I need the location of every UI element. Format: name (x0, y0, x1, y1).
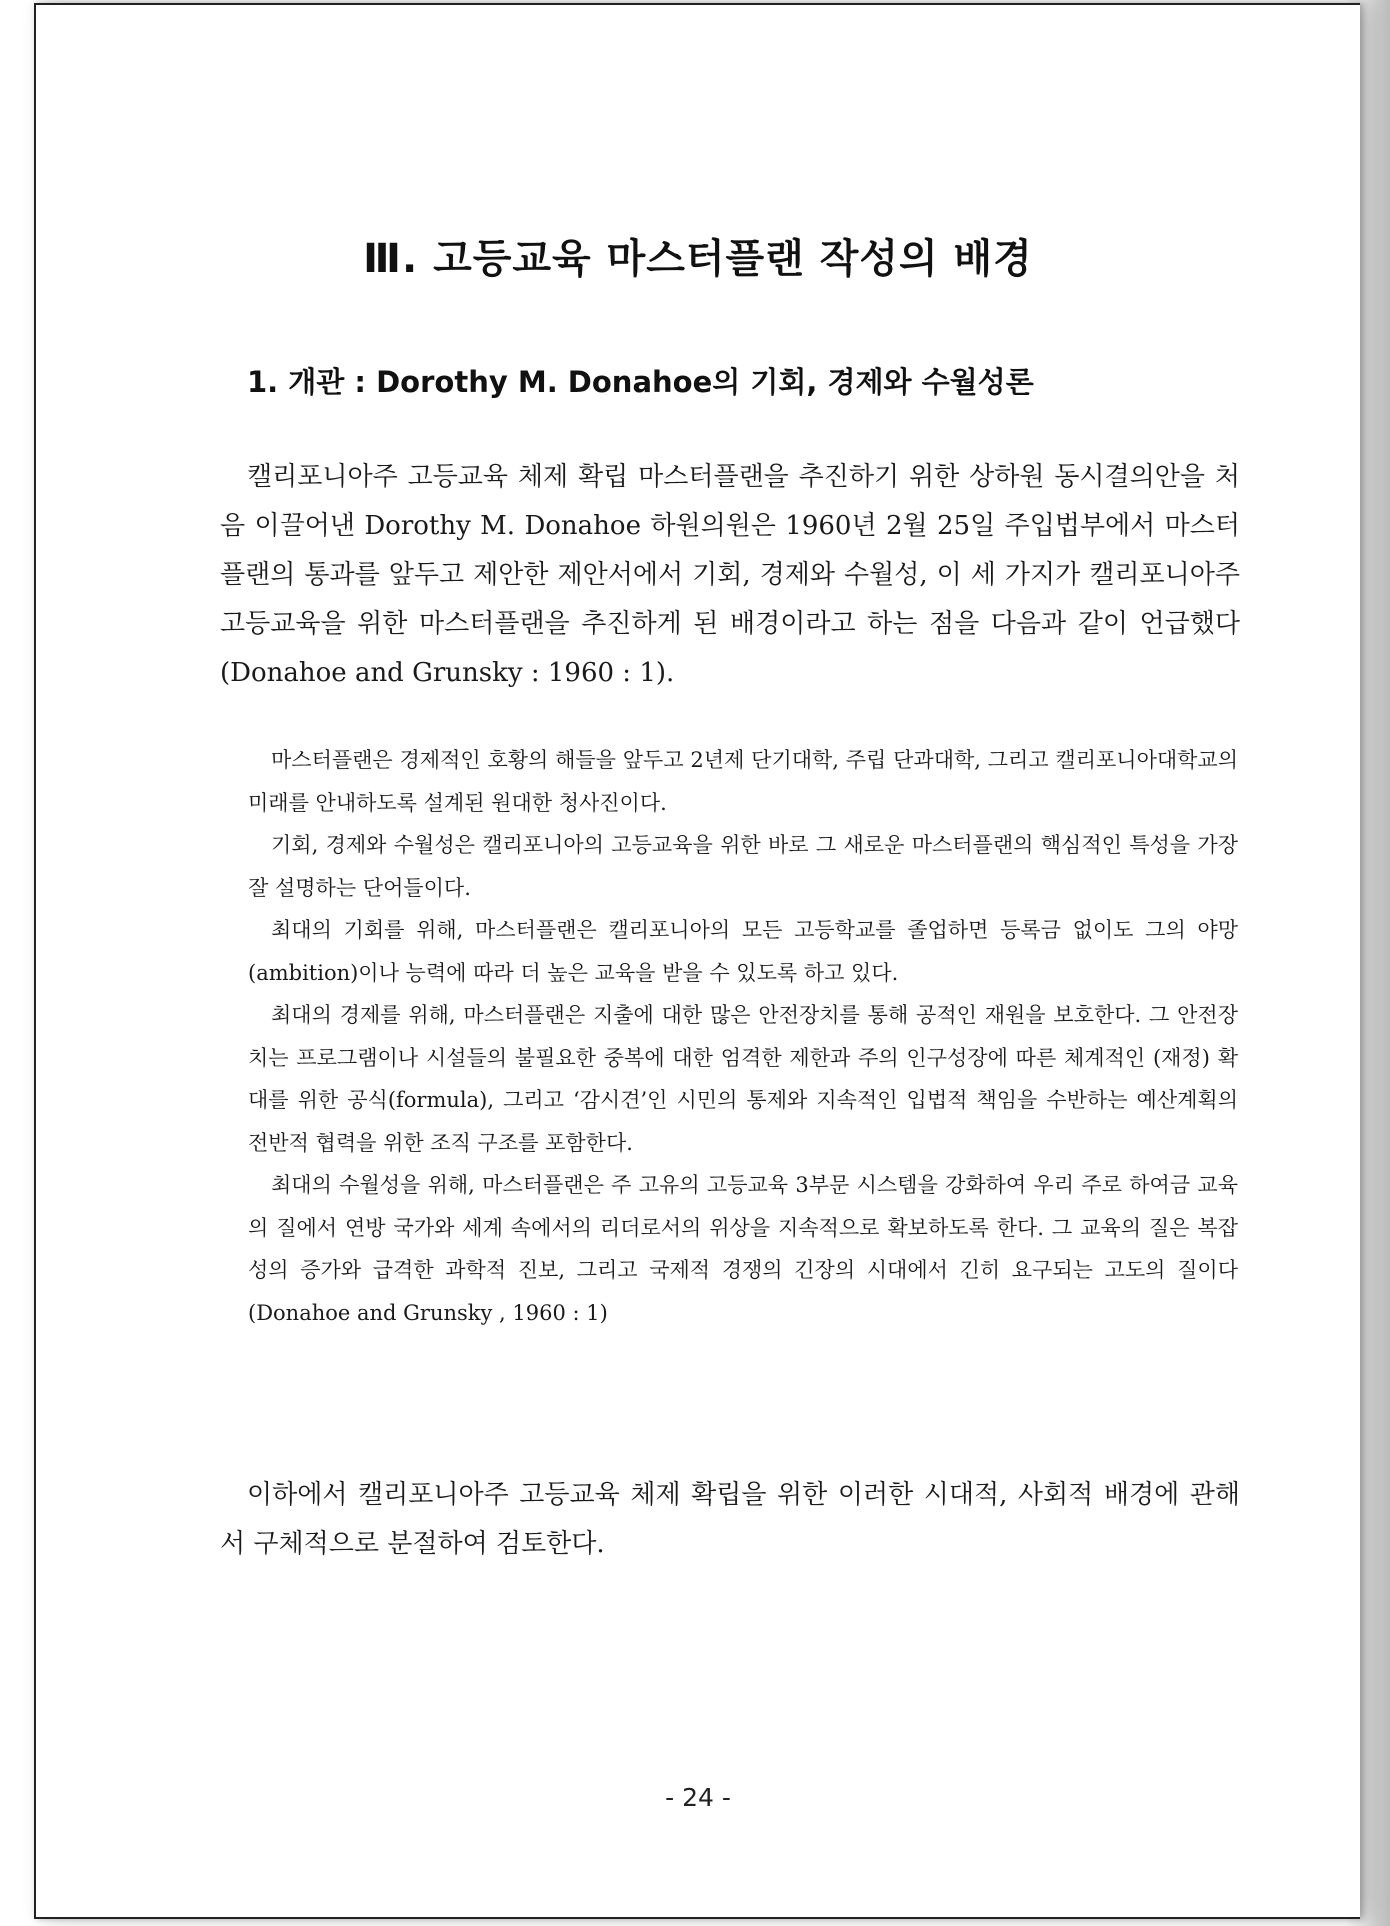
document-page (34, 3, 1360, 1919)
quote-paragraph: 기회, 경제와 수월성은 캘리포니아의 고등교육을 위한 바로 그 새로운 마스터플랜의 핵심적인 특성을 가장 잘 설명하는 단어들이다. (248, 833, 1238, 900)
intro-block (220, 453, 1240, 698)
closing-paragraph: 이하에서 캘리포니아주 고등교육 체제 확립을 위한 이러한 시대적, 사회적 배경에 관해서 구체적으로 분절하여 검토한다. (220, 1480, 1240, 1559)
section-heading: 1. 개관 : Dorothy M. Donahoe의 기회, 경제와 수월성론 (247, 365, 1034, 399)
page-number: - 24 - (665, 1783, 731, 1812)
closing-block (220, 1471, 1240, 1569)
chapter-title: Ⅲ. 고등교육 마스터플랜 작성의 배경 (363, 236, 1033, 282)
block-quote (248, 739, 1238, 1334)
quote-paragraph: 최대의 경제를 위해, 마스터플랜은 지출에 대한 많은 안전장치를 통해 공적인 재원을 보호한다. 그 안전장치는 프로그램이나 시설들의 불필요한 중복에 대한 엄격한 제한과 주의 인구성장에 따른 체계적인 (재정) 확대를 위한 공식(formula), 그리고 ‘감시견’인 시민의 통제와 지속적인 입법적 책임을 수반하는 예산계획의 전반적 협력을 위한 조직 구조를 포함한다. (248, 1003, 1238, 1155)
quote-paragraph: 최대의 기회를 위해, 마스터플랜은 캘리포니아의 모든 고등학교를 졸업하면 등록금 없이도 그의 야망(ambition)이나 능력에 따라 더 높은 교육을 받을 수 있도록 하고 있다. (248, 918, 1238, 985)
intro-paragraph: 캘리포니아주 고등교육 체제 확립 마스터플랜을 추진하기 위한 상하원 동시결의안을 처음 이끌어낸 Dorothy M. Donahoe 하원의원은 1960년 2월 25일 주입법부에서 마스터플랜의 통과를 앞두고 제안한 제안서에서 기회, 경제와 수월성, 이 세 가지가 캘리포니아주 고등교육을 위한 마스터플랜을 추진하게 된 배경이라고 하는 점을 다음과 같이 언급했다(Donahoe and Grunsky : 1960 : 1). (220, 462, 1240, 688)
quote-paragraph: 마스터플랜은 경제적인 호황의 해들을 앞두고 2년제 단기대학, 주립 단과대학, 그리고 캘리포니아대학교의 미래를 안내하도록 설계된 원대한 청사진이다. (248, 748, 1238, 815)
quote-paragraph: 최대의 수월성을 위해, 마스터플랜은 주 고유의 고등교육 3부문 시스템을 강화하여 우리 주로 하여금 교육의 질에서 연방 국가와 세계 속에서의 리더로서의 위상을 지속적으로 확보하도록 한다. 그 교육의 질은 복잡성의 증가와 급격한 과학적 진보, 그리고 국제적 경쟁의 긴장의 시대에서 긴히 요구되는 고도의 질이다(Donahoe and Grunsky , 1960 : 1) (248, 1173, 1238, 1325)
